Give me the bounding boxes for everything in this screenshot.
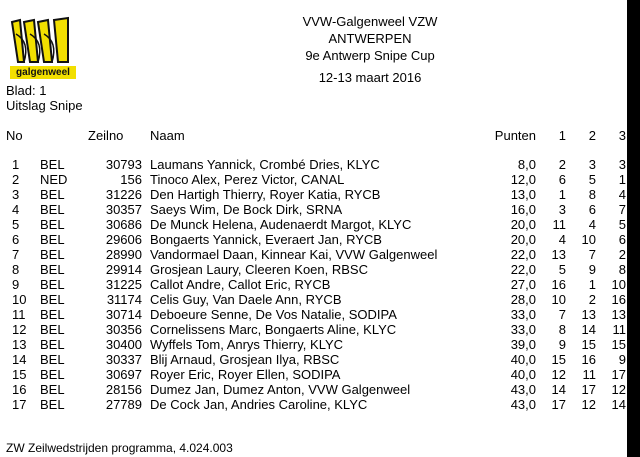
cell-race-2: 6: [588, 202, 596, 217]
cell-sail-number: 30793: [105, 157, 142, 172]
cell-points: 40,0: [510, 367, 536, 382]
cell-place: 11: [12, 307, 26, 322]
table-row: [6, 322, 626, 337]
cell-race-2: 11: [582, 367, 596, 382]
cell-race-1: 4: [558, 232, 566, 247]
cell-race-3: 16: [611, 292, 626, 307]
cell-sail-number: 28990: [105, 247, 142, 262]
cell-race-1: 12: [551, 367, 566, 382]
cell-country: NED: [40, 172, 68, 187]
cell-sail-number: 31225: [105, 277, 142, 292]
cell-country: BEL: [40, 307, 65, 322]
cell-country: BEL: [40, 217, 65, 232]
cell-crew-name: Wyffels Tom, Anrys Thierry, KLYC: [150, 337, 344, 352]
city-name: ANTWERPEN: [328, 31, 412, 46]
cell-points: 40,0: [510, 352, 536, 367]
cell-race-3: 10: [611, 277, 626, 292]
cell-race-2: 1: [588, 277, 596, 292]
cell-points: 33,0: [510, 322, 536, 337]
cell-race-3: 7: [618, 202, 626, 217]
cell-race-2: 2: [588, 292, 596, 307]
cell-race-2: 5: [588, 172, 596, 187]
cell-race-2: 16: [581, 352, 596, 367]
cell-race-2: 4: [588, 217, 596, 232]
cell-points: 12,0: [510, 172, 536, 187]
cell-points: 33,0: [510, 307, 536, 322]
column-header-race-3: 3: [618, 127, 626, 143]
cell-race-1: 17: [551, 397, 566, 412]
cell-race-2: 8: [588, 187, 596, 202]
cell-race-1: 2: [558, 157, 566, 172]
cell-race-2: 12: [581, 397, 596, 412]
cell-place: 16: [12, 382, 27, 397]
cell-place: 12: [12, 322, 27, 337]
cell-points: 20,0: [510, 232, 536, 247]
table-row: [6, 397, 626, 412]
cell-race-3: 6: [618, 232, 626, 247]
cell-sail-number: 27789: [105, 397, 142, 412]
cell-sail-number: 30714: [105, 307, 142, 322]
cell-place: 7: [12, 247, 20, 262]
cell-crew-name: Blij Arnaud, Grosjean Ilya, RBSC: [150, 352, 340, 367]
cell-points: 39,0: [510, 337, 536, 352]
cell-country: BEL: [40, 292, 65, 307]
cell-crew-name: Laumans Yannick, Crombé Dries, KLYC: [150, 157, 380, 172]
table-row: [6, 202, 626, 217]
cell-country: BEL: [40, 262, 65, 277]
cell-race-3: 9: [618, 352, 626, 367]
cell-place: 5: [12, 217, 20, 232]
cell-race-3: 8: [618, 262, 626, 277]
cell-country: BEL: [40, 232, 65, 247]
column-header-no: No: [6, 127, 23, 143]
table-row: [6, 187, 626, 202]
cell-place: 9: [12, 277, 20, 292]
table-row: [6, 337, 626, 352]
cell-place: 8: [12, 262, 20, 277]
cell-country: BEL: [40, 367, 65, 382]
results-rows: [6, 157, 626, 412]
sails-icon: [10, 16, 82, 68]
cell-race-3: 15: [611, 337, 626, 352]
column-header-sail: Zeilno: [88, 127, 124, 143]
cell-sail-number: 30356: [105, 322, 142, 337]
cell-place: 1: [12, 157, 20, 172]
cell-country: BEL: [40, 352, 65, 367]
table-header-row: [6, 127, 626, 143]
cell-race-3: 4: [618, 187, 626, 202]
cell-race-3: 5: [618, 217, 626, 232]
cell-race-2: 13: [581, 307, 596, 322]
cell-race-3: 2: [618, 247, 626, 262]
table-row: [6, 262, 626, 277]
cell-country: BEL: [40, 397, 65, 412]
cell-crew-name: Den Hartigh Thierry, Royer Katia, RYCB: [150, 187, 381, 202]
cell-race-1: 9: [558, 337, 566, 352]
table-row: [6, 217, 626, 232]
cell-points: 28,0: [510, 292, 536, 307]
cell-points: 16,0: [510, 202, 536, 217]
document-header: [250, 13, 490, 86]
cell-crew-name: Grosjean Laury, Cleeren Koen, RBSC: [150, 262, 368, 277]
event-date: 12-13 maart 2016: [318, 70, 422, 85]
cell-crew-name: Royer Eric, Royer Ellen, SODIPA: [150, 367, 341, 382]
cell-country: BEL: [40, 337, 65, 352]
cell-place: 13: [12, 337, 27, 352]
club-logo: [10, 16, 82, 78]
column-header-race-1: 1: [558, 127, 566, 143]
cell-sail-number: 31226: [105, 187, 142, 202]
cell-crew-name: Deboeure Senne, De Vos Natalie, SODIPA: [150, 307, 397, 322]
cell-race-1: 10: [551, 292, 566, 307]
cell-race-1: 15: [551, 352, 566, 367]
table-row: [6, 157, 626, 172]
cell-race-1: 6: [558, 172, 566, 187]
cell-race-2: 17: [581, 382, 596, 397]
table-row: [6, 382, 626, 397]
cell-sail-number: 30400: [105, 337, 142, 352]
cell-race-3: 14: [611, 397, 626, 412]
cell-sail-number: 30357: [105, 202, 142, 217]
cell-country: BEL: [40, 202, 65, 217]
table-row: [6, 367, 626, 382]
cell-race-2: 10: [581, 232, 596, 247]
cell-race-2: 9: [588, 262, 596, 277]
cell-race-3: 1: [618, 172, 626, 187]
cell-points: 27,0: [510, 277, 536, 292]
cell-race-3: 11: [612, 322, 626, 337]
cell-country: BEL: [40, 322, 65, 337]
cell-race-1: 13: [551, 247, 566, 262]
table-row: [6, 307, 626, 322]
cell-points: 13,0: [510, 187, 536, 202]
cell-points: 22,0: [510, 262, 536, 277]
cell-race-3: 13: [611, 307, 626, 322]
cell-country: BEL: [40, 157, 65, 172]
event-name: 9e Antwerp Snipe Cup: [305, 48, 435, 63]
cell-points: 8,0: [517, 157, 536, 172]
cell-place: 10: [12, 292, 27, 307]
cell-crew-name: Saeys Wim, De Bock Dirk, SRNA: [150, 202, 343, 217]
cell-race-1: 16: [551, 277, 566, 292]
results-table: [6, 127, 626, 412]
cell-country: BEL: [40, 277, 65, 292]
cell-sail-number: 29606: [105, 232, 142, 247]
table-row: [6, 352, 626, 367]
cell-sail-number: 28156: [105, 382, 142, 397]
cell-sail-number: 29914: [105, 262, 142, 277]
page-number: Blad: 1: [6, 83, 47, 98]
column-header-name: Naam: [150, 127, 185, 143]
cell-race-2: 7: [588, 247, 596, 262]
cell-place: 4: [12, 202, 20, 217]
cell-crew-name: Vandormael Daan, Kinnear Kai, VVW Galgenweel: [150, 247, 438, 262]
cell-country: BEL: [40, 382, 65, 397]
cell-race-1: 3: [558, 202, 566, 217]
cell-crew-name: De Cock Jan, Andries Caroline, KLYC: [150, 397, 368, 412]
cell-place: 6: [12, 232, 20, 247]
cell-race-1: 5: [558, 262, 566, 277]
cell-race-2: 3: [588, 157, 596, 172]
cell-race-2: 14: [581, 322, 596, 337]
cell-crew-name: Tinoco Alex, Perez Victor, CANAL: [150, 172, 345, 187]
cell-race-2: 15: [581, 337, 596, 352]
cell-race-3: 3: [618, 157, 626, 172]
cell-place: 17: [12, 397, 27, 412]
document-meta: [6, 83, 83, 113]
cell-race-3: 12: [611, 382, 626, 397]
cell-crew-name: De Munck Helena, Audenaerdt Margot, KLYC: [150, 217, 412, 232]
cell-race-1: 14: [551, 382, 566, 397]
page-title: Uitslag Snipe: [6, 98, 83, 113]
table-row: [6, 247, 626, 262]
cell-place: 2: [12, 172, 20, 187]
club-name: VVW-Galgenweel VZW: [302, 14, 438, 29]
cell-points: 22,0: [510, 247, 536, 262]
table-row: [6, 232, 626, 247]
cell-points: 43,0: [510, 397, 536, 412]
cell-place: 14: [12, 352, 27, 367]
cell-sail-number: 31174: [106, 292, 142, 307]
column-header-points: Punten: [494, 127, 536, 143]
cell-place: 3: [12, 187, 20, 202]
cell-sail-number: 156: [120, 172, 142, 187]
cell-crew-name: Dumez Jan, Dumez Anton, VVW Galgenweel: [150, 382, 411, 397]
cell-crew-name: Callot Andre, Callot Eric, RYCB: [150, 277, 331, 292]
cell-points: 20,0: [510, 217, 536, 232]
cell-country: BEL: [40, 247, 65, 262]
cell-sail-number: 30337: [105, 352, 142, 367]
cell-sail-number: 30686: [105, 217, 142, 232]
column-header-race-2: 2: [588, 127, 596, 143]
cell-race-3: 17: [611, 367, 626, 382]
footer-text: ZW Zeilwedstrijden programma, 4.024.003: [6, 441, 233, 455]
table-row: [6, 277, 626, 292]
logo-wordmark: galgenweel: [10, 66, 76, 79]
cell-race-1: 11: [552, 217, 566, 232]
cell-crew-name: Bongaerts Yannick, Everaert Jan, RYCB: [150, 232, 382, 247]
cell-sail-number: 30697: [105, 367, 142, 382]
cell-race-1: 7: [558, 307, 566, 322]
cell-points: 43,0: [510, 382, 536, 397]
table-row: [6, 292, 626, 307]
cell-crew-name: Cornelissens Marc, Bongaerts Aline, KLYC: [150, 322, 397, 337]
cell-race-1: 1: [558, 187, 566, 202]
cell-country: BEL: [40, 187, 65, 202]
cell-place: 15: [12, 367, 27, 382]
table-row: [6, 172, 626, 187]
cell-crew-name: Celis Guy, Van Daele Ann, RYCB: [150, 292, 342, 307]
cell-race-1: 8: [558, 322, 566, 337]
